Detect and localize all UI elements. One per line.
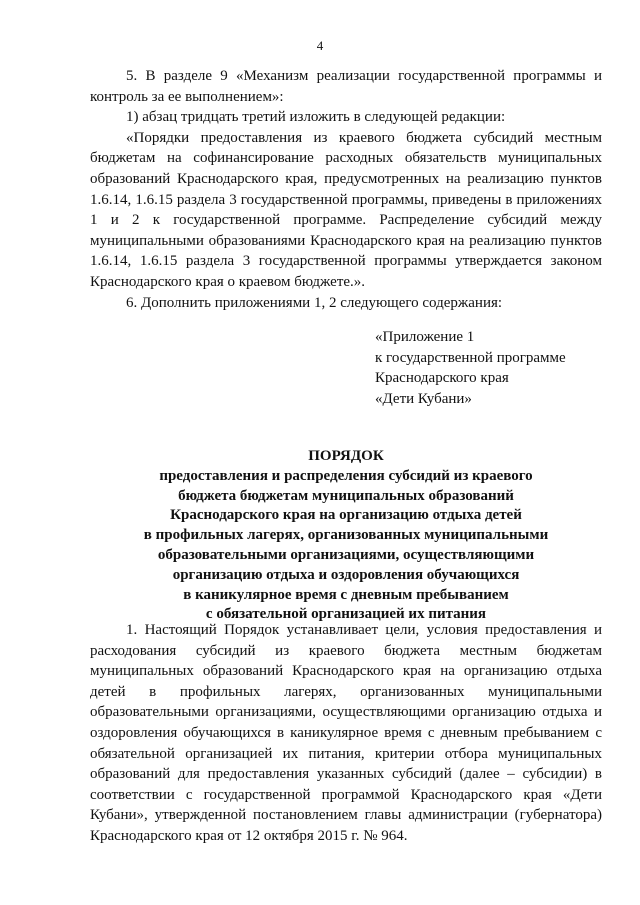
heading-line: с обязательной организацией их питания <box>205 606 487 623</box>
paragraph-new-wording: «Порядки предоставления из краевого бюджета субсидий местным бюджетам на софинансирование расходных обязательств муниципальных образований Краснодарского края, предусмотренных на реализацию пунктов 1.6.14, 1.6.15 раздела 3 государственной программы, приведены в приложениях 1 и 2 к государственной программе. Распределение субсидий между муниципальными образованиями Краснодарского края на реализацию пунктов 1.6.14, 1.6.15 раздела 3 государственной программы утверждается законом Краснодарского края о краевом бюджете.». <box>90 129 602 290</box>
paragraph-item-1: 1) абзац тридцать третий изложить в следующей редакции: <box>126 109 506 126</box>
procedure-body <box>90 620 602 847</box>
appendix-line: к государственной программе <box>375 349 566 366</box>
appendix-line: «Приложение 1 <box>375 329 475 345</box>
paragraph-section-9: 5. В разделе 9 «Механизм реализации государственной программы и контроль за ее выполнением»: <box>90 68 602 105</box>
heading-line: в каникулярное время с дневным пребыванием <box>183 586 509 603</box>
heading-line: предоставления и распределения субсидий из краевого <box>159 467 533 484</box>
heading-line: образовательными организациями, осуществляющими <box>157 546 535 563</box>
appendix-note <box>375 327 566 409</box>
appendix-line: «Дети Кубани» <box>375 390 472 407</box>
page-number: 4 <box>316 38 324 53</box>
heading-line: бюджета бюджетам муниципальных образований <box>178 487 514 504</box>
document-heading <box>90 447 602 625</box>
amendment-section <box>90 66 602 313</box>
heading-line: Краснодарского края на организацию отдыха детей <box>170 507 522 524</box>
heading-line: организацию отдыха и оздоровления обучающихся <box>172 566 520 583</box>
heading-title: ПОРЯДОК <box>308 448 384 464</box>
appendix-line: Краснодарского края <box>375 370 509 387</box>
paragraph-clause-1: 1. Настоящий Порядок устанавливает цели, условия предоставления и расходования субсидий из краевого бюджета местным бюджетам муниципальных образований Краснодарского края на организацию отдыха детей в профильных лагерях, организованных муниципальными образовательными организациями, осуществляющими организацию отдыха и оздоровления обучающихся в каникулярное время с дневным пребыванием с обязательной организацией их питания, критерии отбора муниципальных образований для предоставления указанных субсидий (далее – субсидии) в соответствии с государственной программой Краснодарского края «Дети Кубани», утвержденной постановлением главы администрации (губернатора) Краснодарского края от 12 октября 2015 г. № 964. <box>90 622 602 844</box>
paragraph-item-6: 6. Дополнить приложениями 1, 2 следующего содержания: <box>126 294 503 311</box>
heading-line: в профильных лагерях, организованных муниципальными <box>143 527 549 544</box>
